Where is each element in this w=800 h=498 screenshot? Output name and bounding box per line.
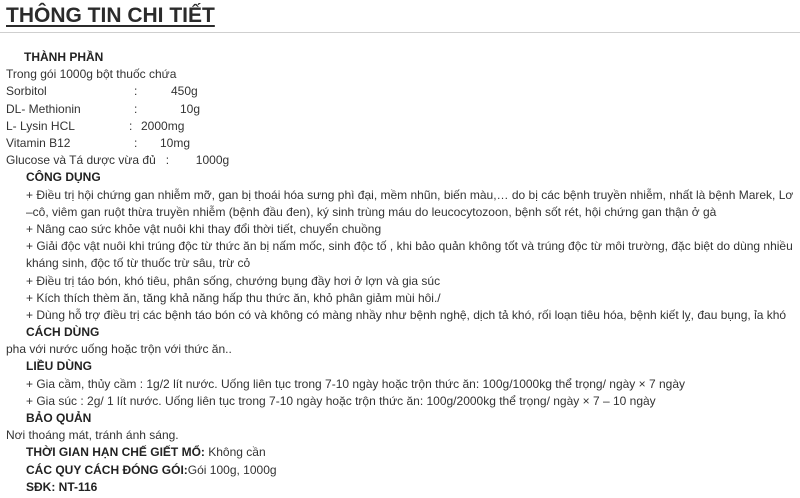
ingredient-name: L- Lysin HCL	[6, 118, 75, 133]
ingredient-colon: :	[134, 101, 138, 116]
uses-item: + Nâng cao sức khỏe vật nuôi khi thay đổi thời tiết, chuyển chuồng	[26, 221, 382, 236]
ingredient-name: Sorbitol	[6, 84, 47, 99]
uses-heading: CÔNG DỤNG	[26, 170, 101, 185]
uses-item: + Điều trị hội chứng gan nhiễm mỡ, gan bị thoái hóa sưng phì đại, mềm nhũn, biến màu,… do bị các bệnh truyền nhiễm, nhất là bệnh Marek, Lơ –cô, viêm gan ruột thừa truyền nhiễm (bệnh đầu đen), ký sinh trùng máu do leucocytozoon, bệnh sốt rét, hội chứng gan thận ở gà	[26, 187, 794, 219]
composition-item-last: Glucose và Tá dược vừa đủ : 1000g	[6, 153, 230, 168]
ingredient-amount: 10mg	[160, 135, 191, 150]
ingredient-colon: :	[129, 118, 133, 133]
composition-item	[6, 101, 796, 118]
uses-item: + Giải độc vật nuôi khi trúng độc từ thức ăn bị nấm mốc, sinh độc tố , khi bảo quản không tốt và trúng độc từ môi trường, đặc biệt do dùng nhiều kháng sinh, độc tố từ thuốc trừ sâu, trừ cỏ	[26, 239, 793, 271]
uses-item: + Điều trị táo bón, khó tiêu, phân sống, chướng bụng đầy hơi ở lợn và gia súc	[26, 273, 441, 288]
composition-intro: Trong gói 1000g bột thuốc chứa	[6, 67, 177, 82]
ingredient-amount: 2000mg	[141, 118, 185, 133]
withdrawal-row	[6, 444, 796, 461]
packaging-row	[6, 462, 796, 479]
dosage-heading: LIỀU DÙNG	[26, 359, 92, 374]
registration-number: SĐK: NT-116	[26, 479, 98, 494]
usage-heading: CÁCH DÙNG	[26, 325, 100, 340]
packaging-label: CÁC QUY CÁCH ĐÓNG GÓI:	[26, 462, 188, 477]
ingredient-colon: :	[134, 135, 138, 150]
ingredient-name: Vitamin B12	[6, 135, 71, 150]
composition-heading: THÀNH PHẦN	[24, 50, 104, 64]
usage-text: pha với nước uống hoặc trộn với thức ăn..	[6, 342, 232, 357]
ingredient-amount: 450g	[171, 84, 198, 99]
withdrawal-value: Không cần	[204, 445, 266, 460]
dosage-item: + Gia cầm, thủy cầm : 1g/2 lít nước. Uống liên tục trong 7-10 ngày hoặc trộn thức ăn: 100g/1000kg thể trọng/ ngày × 7 ngày	[26, 376, 685, 391]
page-title: THÔNG TIN CHI TIẾT	[6, 4, 215, 27]
composition-item	[6, 83, 796, 100]
uses-item: + Kích thích thèm ăn, tăng khả năng hấp thu thức ăn, khỏ phân giảm mùi hôi./	[26, 290, 441, 305]
composition-item	[6, 118, 796, 135]
withdrawal-label: THỜI GIAN HẠN CHẾ GIẾT MỔ:	[26, 445, 205, 460]
composition-item	[6, 135, 796, 152]
packaging-value: Gói 100g, 1000g	[187, 462, 277, 477]
storage-heading: BẢO QUẢN	[26, 411, 92, 425]
ingredient-name: DL- Methionin	[6, 101, 81, 116]
uses-item: + Dùng hỗ trợ điều trị các bệnh táo bón có và không có màng nhầy như bệnh nghệ, dịch tả khó, rối loạn tiêu hóa, bệnh kiết lỵ, đau bụng, ỉa khó	[26, 307, 787, 322]
dosage-item: + Gia súc : 2g/ 1 lít nước. Uống liên tục trong 7-10 ngày hoặc trộn thức ăn: 100g/2000kg thể trọng/ ngày × 7 – 10 ngày	[26, 393, 656, 408]
title-divider	[0, 32, 800, 33]
ingredient-colon: :	[134, 84, 138, 99]
ingredient-amount: 10g	[180, 101, 201, 116]
product-details	[6, 49, 796, 496]
storage-text: Nơi thoáng mát, tránh ánh sáng.	[6, 428, 179, 443]
